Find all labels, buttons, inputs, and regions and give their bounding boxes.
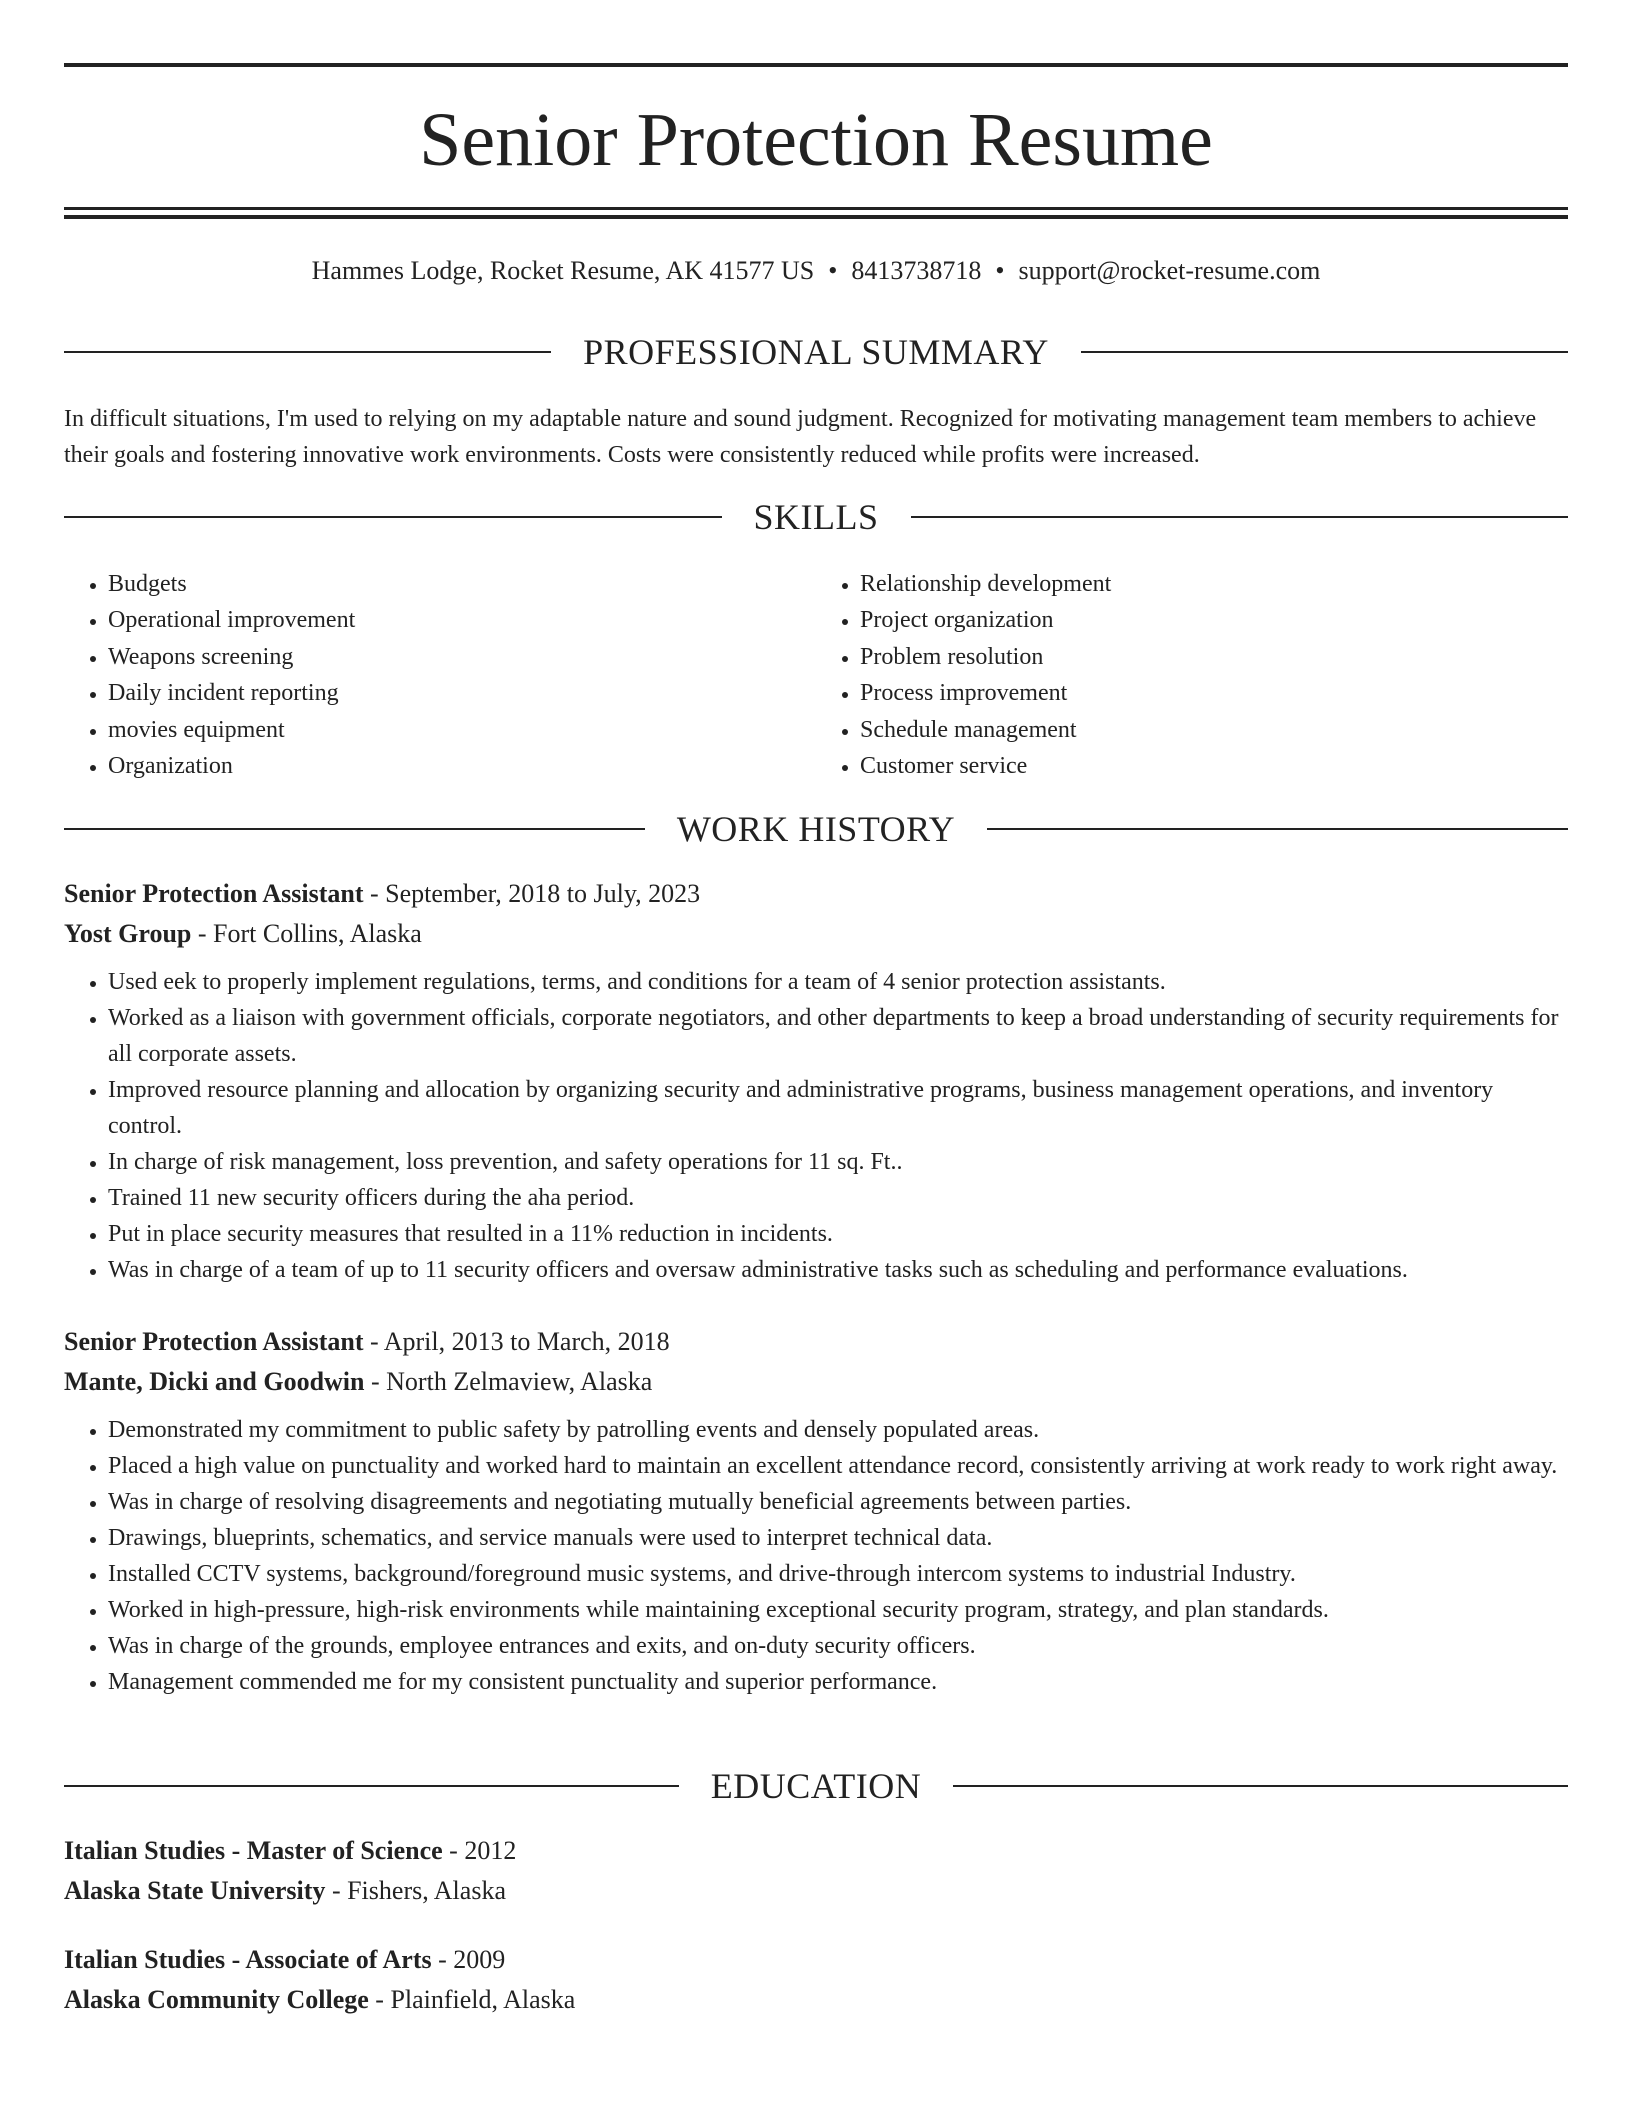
- heading-rule: [64, 1785, 679, 1787]
- job-dates: - April, 2013 to March, 2018: [363, 1327, 670, 1356]
- heading-rule: [953, 1785, 1568, 1787]
- section-heading-education: [64, 1764, 1568, 1808]
- heading-rule: [987, 828, 1568, 830]
- job-bullet: • Was in charge of a team of up to 11 security officers and oversaw administrative tasks such as scheduling and performance evaluations.: [108, 1252, 1568, 1288]
- school: Alaska State University: [64, 1876, 326, 1905]
- job-bullet: • Was in charge of resolving disagreements and negotiating mutually beneficial agreements between parties.: [108, 1484, 1568, 1520]
- skill-item: • Process improvement: [860, 675, 1568, 711]
- job-bullet: • Drawings, blueprints, schematics, and service manuals were used to interpret technical data.: [108, 1520, 1568, 1556]
- job-company-line: [64, 1362, 1568, 1402]
- job-bullet: • Improved resource planning and allocation by organizing security and administrative programs, business management operations, and inventory control.: [108, 1072, 1568, 1144]
- section-title-summary: PROFESSIONAL SUMMARY: [583, 332, 1049, 372]
- resume-title: Senior Protection Resume: [419, 98, 1213, 182]
- skills-list-left: [64, 566, 816, 784]
- job-bullet: • Placed a high value on punctuality and worked hard to maintain an excellent attendance record, consistently arriving at work ready to work right away.: [108, 1448, 1568, 1484]
- education-entry: [64, 1940, 1568, 2020]
- job-entry: [64, 874, 1568, 1288]
- job-bullet: • Installed CCTV systems, background/foreground music systems, and drive-through intercom systems to industrial Industry.: [108, 1556, 1568, 1592]
- contact-separator: •: [995, 256, 1005, 285]
- degree: Italian Studies - Associate of Arts: [64, 1945, 432, 1974]
- skill-item: • Daily incident reporting: [108, 675, 816, 711]
- contact-address: Hammes Lodge, Rocket Resume, AK 41577 US: [311, 256, 815, 285]
- top-rule: [64, 63, 1568, 67]
- job-bullet: • Used eek to properly implement regulations, terms, and conditions for a team of 4 senior protection assistants.: [108, 964, 1568, 1000]
- job-dates: - September, 2018 to July, 2023: [363, 879, 701, 908]
- skill-item: • Organization: [108, 748, 816, 784]
- job-title-line: [64, 874, 1568, 914]
- school-location: - Plainfield, Alaska: [368, 1985, 576, 2014]
- school-line: [64, 1980, 1568, 2020]
- skills-columns: [64, 566, 1568, 784]
- job-company-line: [64, 914, 1568, 954]
- heading-rule: [64, 351, 551, 353]
- section-title-work: WORK HISTORY: [676, 809, 956, 849]
- heading-rule: [64, 516, 722, 518]
- contact-line: [64, 254, 1568, 288]
- degree-year: - 2012: [442, 1836, 517, 1865]
- job-bullet: • Management commended me for my consistent punctuality and superior performance.: [108, 1664, 1568, 1700]
- section-heading-work: [64, 807, 1568, 851]
- job-bullets: [64, 1412, 1568, 1700]
- job-company: Yost Group: [64, 919, 192, 948]
- degree-line: [64, 1940, 1568, 1980]
- school-location: - Fishers, Alaska: [325, 1876, 506, 1905]
- summary-text: In difficult situations, I'm used to relying on my adaptable nature and sound judgment. Recognized for motivating management team members to achieve their goals and fostering innovative work environments. Costs were consistently reduced while profits were increased.: [64, 406, 1537, 468]
- job-entry: [64, 1322, 1568, 1700]
- job-title: Senior Protection Assistant: [64, 879, 364, 908]
- job-company: Mante, Dicki and Goodwin: [64, 1367, 365, 1396]
- job-bullet: • In charge of risk management, loss prevention, and safety operations for 11 sq. Ft..: [108, 1144, 1568, 1180]
- title-rule-lower: [64, 215, 1568, 219]
- skill-item: • movies equipment: [108, 712, 816, 748]
- degree-year: - 2009: [431, 1945, 506, 1974]
- job-bullet: • Demonstrated my commitment to public safety by patrolling events and densely populated areas.: [108, 1412, 1568, 1448]
- school: Alaska Community College: [64, 1985, 369, 2014]
- job-location: - North Zelmaview, Alaska: [364, 1367, 653, 1396]
- education-entry: [64, 1831, 1568, 1911]
- skill-item: • Project organization: [860, 602, 1568, 638]
- skill-item: • Schedule management: [860, 712, 1568, 748]
- job-bullet: • Worked in high-pressure, high-risk environments while maintaining exceptional security program, strategy, and plan standards.: [108, 1592, 1568, 1628]
- job-bullets: [64, 964, 1568, 1288]
- heading-rule: [1081, 351, 1568, 353]
- title-rule-upper: [64, 207, 1568, 210]
- job-bullet: • Worked as a liaison with government officials, corporate negotiators, and other departments to keep a broad understanding of security requirements for all corporate assets.: [108, 1000, 1568, 1072]
- contact-email: support@rocket-resume.com: [1018, 256, 1321, 285]
- skill-item: • Budgets: [108, 566, 816, 602]
- heading-rule: [64, 828, 645, 830]
- skill-item: • Problem resolution: [860, 639, 1568, 675]
- degree: Italian Studies - Master of Science: [64, 1836, 443, 1865]
- section-heading-skills: [64, 495, 1568, 539]
- job-title: Senior Protection Assistant: [64, 1327, 364, 1356]
- contact-phone: 8413738718: [851, 256, 982, 285]
- job-bullet: • Was in charge of the grounds, employee entrances and exits, and on-duty security officers.: [108, 1628, 1568, 1664]
- degree-line: [64, 1831, 1568, 1871]
- job-bullet: • Trained 11 new security officers during the aha period.: [108, 1180, 1568, 1216]
- job-bullet: • Put in place security measures that resulted in a 11% reduction in incidents.: [108, 1216, 1568, 1252]
- contact-separator: •: [828, 256, 838, 285]
- school-line: [64, 1871, 1568, 1911]
- skill-item: • Relationship development: [860, 566, 1568, 602]
- skills-list-right: [816, 566, 1568, 784]
- skill-item: • Customer service: [860, 748, 1568, 784]
- section-heading-summary: [64, 330, 1568, 374]
- heading-rule: [911, 516, 1569, 518]
- job-location: - Fort Collins, Alaska: [191, 919, 422, 948]
- section-title-skills: SKILLS: [753, 497, 879, 537]
- section-title-education: EDUCATION: [710, 1766, 922, 1806]
- skill-item: • Weapons screening: [108, 639, 816, 675]
- skill-item: • Operational improvement: [108, 602, 816, 638]
- job-title-line: [64, 1322, 1568, 1362]
